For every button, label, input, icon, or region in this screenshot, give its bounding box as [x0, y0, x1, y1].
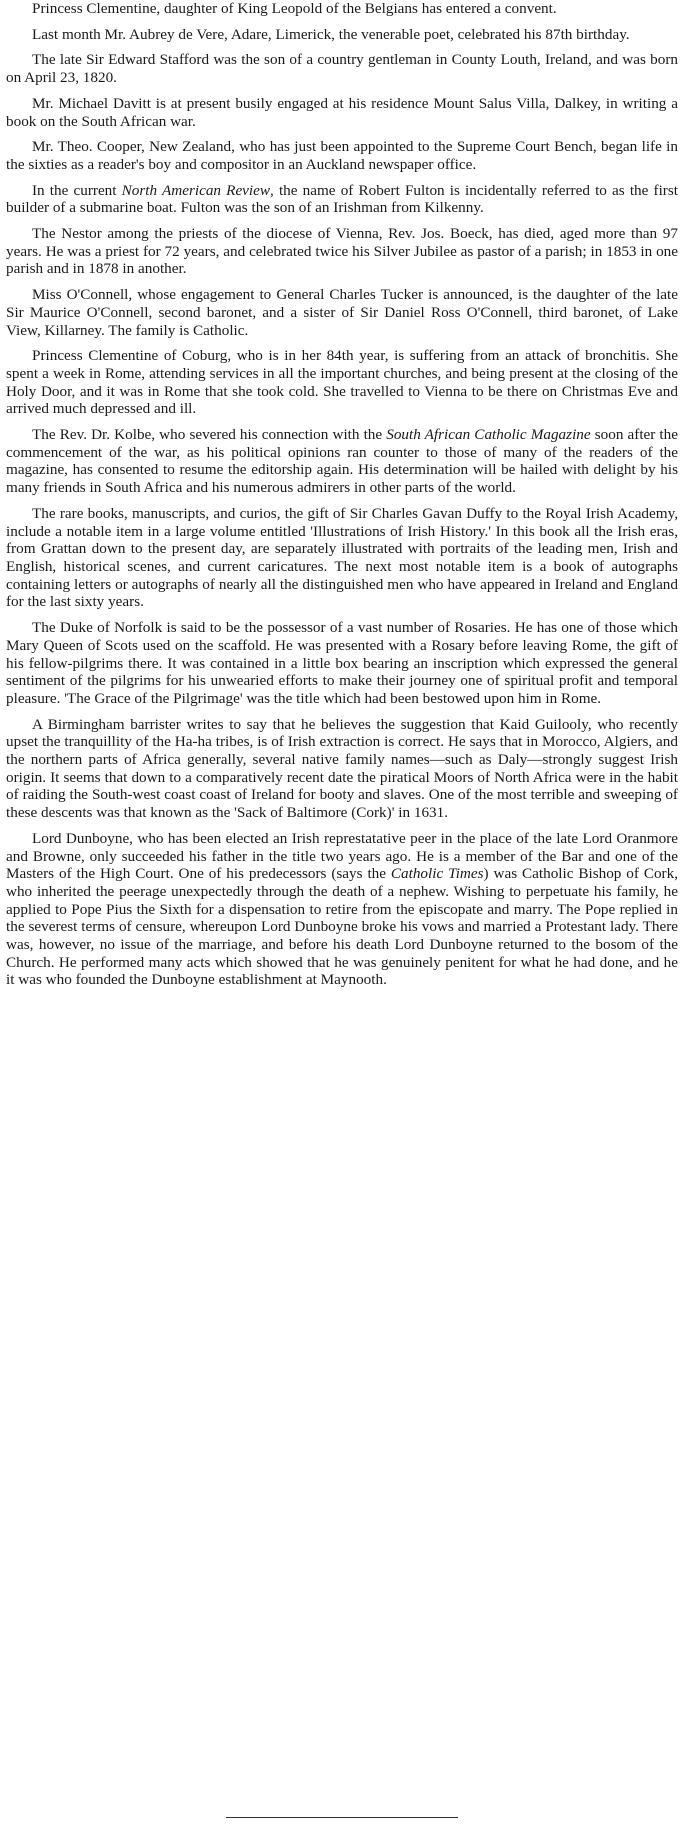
news-item: The late Sir Edward Stafford was the son of a country gentleman in County Louth, Ireland, and was born on April 23, 1820. [6, 51, 678, 87]
end-divider [226, 1817, 458, 1818]
news-item: Princess Clementine of Coburg, who is in her 84th year, is suffering from an attack of bronchitis. She spent a week in Rome, attending services in all the important churches, and being present at the closing of the Holy Door, and it was in Rome that she took cold. She travelled to Vienna to be there on Christmas Eve and arrived much depressed and ill. [6, 347, 678, 418]
news-item: The Duke of Norfolk is said to be the possessor of a vast number of Rosaries. He has one of those which Mary Queen of Scots used on the scaffold. He was presented with a Rosary before leaving Rome, the gift of his fellow-pilgrims there. It was contained in a little box bearing an inscription which expressed the general sentiment of the pilgrims for his unwearied efforts to make their journey one of spiritual profit and temporal pleasure. 'The Grace of the Pilgrimage' was the title which had been bestowed upon him in Rome. [6, 619, 678, 707]
news-column [6, 0, 678, 997]
news-item: Miss O'Connell, whose engagement to General Charles Tucker is announced, is the daughter of the late Sir Maurice O'Connell, second baronet, and a sister of Sir Daniel Ross O'Connell, third baronet, of Lake View, Killarney. The family is Catholic. [6, 286, 678, 339]
news-item: In the current North American Review, the name of Robert Fulton is incidentally referred to as the first builder of a submarine boat. Fulton was the son of an Irishman from Kilkenny. [6, 181, 678, 217]
italic-title: South African Catholic Magazine [386, 426, 591, 444]
news-item: Last month Mr. Aubrey de Vere, Adare, Limerick, the venerable poet, celebrated his 87th birthday. [32, 25, 630, 43]
news-item: The rare books, manuscripts, and curios, the gift of Sir Charles Gavan Duffy to the Royal Irish Academy, include a notable item in a large volume entitled 'Illustrations of Irish History.' In this book all the Irish eras, from Grattan down to the present day, are separately illustrated with portraits of the leading men, Irish and English, historical scenes, and current caricatures. The next most notable item is a book of autographs containing letters or autographs of nearly all the distinguished men who have appeared in Ireland and England for the last sixty years. [6, 504, 678, 611]
news-item: A Birmingham barrister writes to say that he believes the suggestion that Kaid Guilooly, who recently upset the tranquillity of the Ha-ha tribes, is of Irish extraction is correct. He says that in Morocco, Algiers, and the northern parts of Africa generally, several native family names—such as Daly—strongly suggest Irish origin. It seems that down to a comparatively recent date the piratical Moors of North Africa were in the habit of raiding the South-west coast coast of Ireland for booty and slaves. One of the most terrible and sweeping of these descents was that known as the 'Sack of Baltimore (Cork)' in 1631. [6, 715, 678, 822]
news-item: Princess Clementine, daughter of King Leopold of the Belgians has entered a convent. [32, 0, 557, 17]
italic-title: Catholic Times [390, 865, 484, 883]
news-item: Mr. Michael Davitt is at present busily engaged at his residence Mount Salus Villa, Dalkey, in writing a book on the South African war. [6, 94, 678, 130]
news-item: The Nestor among the priests of the diocese of Vienna, Rev. Jos. Boeck, has died, aged more than 97 years. He was a priest for 72 years, and celebrated twice his Silver Jubilee as pastor of a parish; in 1853 in one parish and in 1878 in another. [6, 225, 678, 278]
news-item: The Rev. Dr. Kolbe, who severed his connection with the South African Catholic Magazine soon after the commencement of the war, as his political opinions ran counter to those of many of the readers of the magazine, has consented to resume the editorship again. His determination will be hailed with delight by his many friends in South Africa and his numerous admirers in other parts of the world. [6, 426, 678, 497]
italic-title: North American Review [121, 181, 271, 199]
news-item: Lord Dunboyne, who has been elected an Irish represtatative peer in the place of the late Lord Oranmore and Browne, only succeeded his father in the title two years ago. He is a member of the Bar and one of the Masters of the High Court. One of his predecessors (says the Catholic Times) was Catholic Bishop of Cork, who inherited the peerage unexpectedly through the death of a nephew. Wishing to perpetuate his family, he applied to Pope Pius the Sixth for a dispensation to retire from the episcopate and marry. The Pope replied in the severest terms of censure, whereupon Lord Dunboyne broke his vows and married a Protestant lady. There was, however, no issue of the marriage, and before his death Lord Dunboyne returned to the bosom of the Church. He performed many acts which showed that he was genuinely penitent for what he had done, and he it was who founded the Dunboyne establishment at Maynooth. [6, 829, 678, 989]
news-item: Mr. Theo. Cooper, New Zealand, who has just been appointed to the Supreme Court Bench, began life in the sixties as a reader's boy and compositor in an Auckland newspaper office. [6, 138, 678, 173]
